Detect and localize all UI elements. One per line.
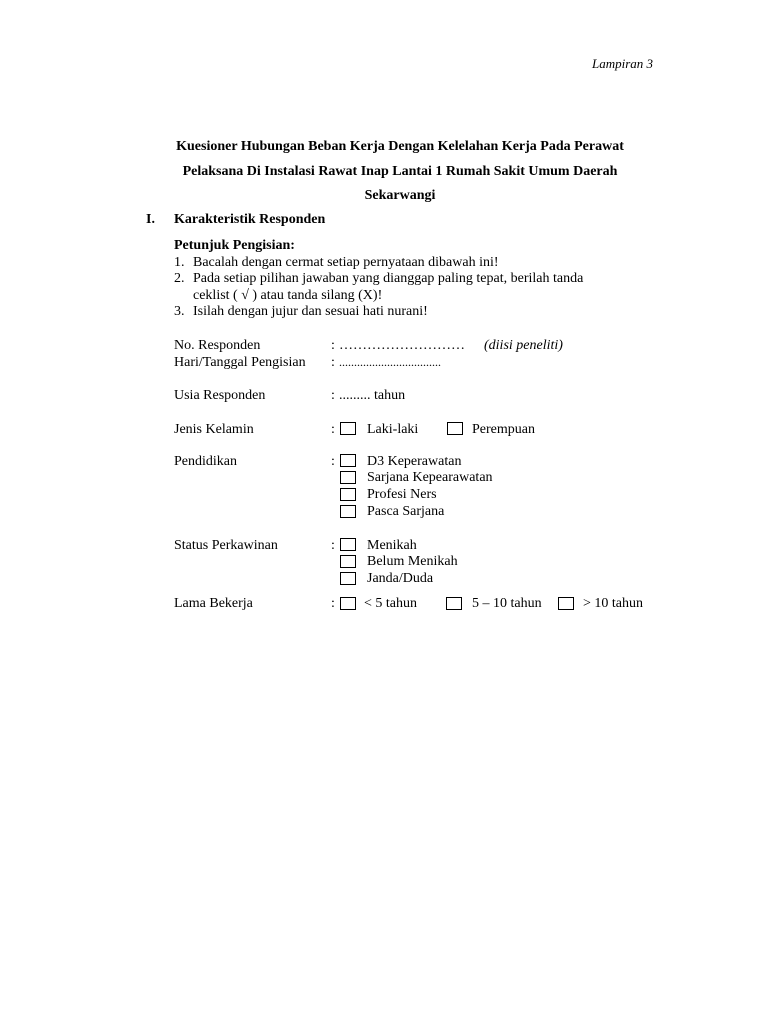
age-label: Usia Responden: [174, 388, 266, 403]
education-label: Pendidikan: [174, 454, 237, 469]
option-label: Janda/Duda: [367, 571, 434, 586]
checkbox-sarjana[interactable]: [340, 471, 356, 484]
instruction-text: Bacalah dengan cermat setiap pernyataan dibawah ini!: [193, 255, 499, 270]
option-label: Pasca Sarjana: [367, 504, 445, 519]
checkbox-d3[interactable]: [340, 454, 356, 467]
checkbox-over-10-years[interactable]: [558, 597, 574, 610]
instruction-number: 1.: [174, 255, 185, 270]
date-field[interactable]: ..................................: [339, 355, 441, 369]
checkbox-pasca-sarjana[interactable]: [340, 505, 356, 518]
colon: :: [331, 338, 335, 353]
colon: :: [331, 454, 335, 469]
checkbox-profesi-ners[interactable]: [340, 488, 356, 501]
instruction-text: Isilah dengan jujur dan sesuai hati nurani!: [193, 304, 428, 319]
title-line-2: Pelaksana Di Instalasi Rawat Inap Lantai 1 Rumah Sakit Umum Daerah: [182, 164, 618, 179]
age-field[interactable]: ......... tahun: [339, 388, 406, 403]
instruction-number: 2.: [174, 271, 185, 286]
instruction-number: 3.: [174, 304, 185, 319]
colon: :: [331, 355, 335, 370]
option-label: Laki-laki: [367, 422, 419, 437]
instructions-heading: Petunjuk Pengisian:: [174, 238, 295, 253]
instruction-text: Pada setiap pilihan jawaban yang dianggap paling tepat, berilah tanda: [193, 271, 584, 286]
checkbox-5-10-years[interactable]: [446, 597, 462, 610]
option-label: Belum Menikah: [367, 554, 458, 569]
respondent-number-label: No. Responden: [174, 338, 261, 353]
option-label: Menikah: [367, 538, 417, 553]
checkbox-under-5-years[interactable]: [340, 597, 356, 610]
option-label: < 5 tahun: [364, 596, 417, 611]
filled-by-researcher-note: (diisi peneliti): [484, 338, 563, 353]
date-label: Hari/Tanggal Pengisian: [174, 355, 306, 370]
checkbox-laki-laki[interactable]: [340, 422, 356, 435]
section-title: Karakteristik Responden: [174, 212, 326, 227]
instruction-text-continued: ceklist ( √ ) atau tanda silang (X)!: [193, 288, 383, 303]
checkbox-menikah[interactable]: [340, 538, 356, 551]
option-label: Sarjana Kepearawatan: [367, 470, 493, 485]
option-label: > 10 tahun: [583, 596, 643, 611]
checkbox-janda-duda[interactable]: [340, 572, 356, 585]
respondent-number-field[interactable]: ………………………: [339, 338, 465, 353]
checkbox-perempuan[interactable]: [447, 422, 463, 435]
marital-status-label: Status Perkawinan: [174, 538, 278, 553]
checkbox-belum-menikah[interactable]: [340, 555, 356, 568]
title-line-1: Kuesioner Hubungan Beban Kerja Dengan Kelelahan Kerja Pada Perawat: [176, 139, 624, 154]
colon: :: [331, 388, 335, 403]
option-label: Perempuan: [472, 422, 535, 437]
colon: :: [331, 596, 335, 611]
attachment-label: Lampiran 3: [592, 56, 654, 71]
section-number: I.: [146, 212, 155, 227]
colon: :: [331, 538, 335, 553]
option-label: D3 Keperawatan: [367, 454, 462, 469]
colon: :: [331, 422, 335, 437]
gender-label: Jenis Kelamin: [174, 422, 254, 437]
work-duration-label: Lama Bekerja: [174, 596, 253, 611]
option-label: Profesi Ners: [367, 487, 437, 502]
option-label: 5 – 10 tahun: [472, 596, 542, 611]
title-line-3: Sekarwangi: [364, 188, 436, 203]
